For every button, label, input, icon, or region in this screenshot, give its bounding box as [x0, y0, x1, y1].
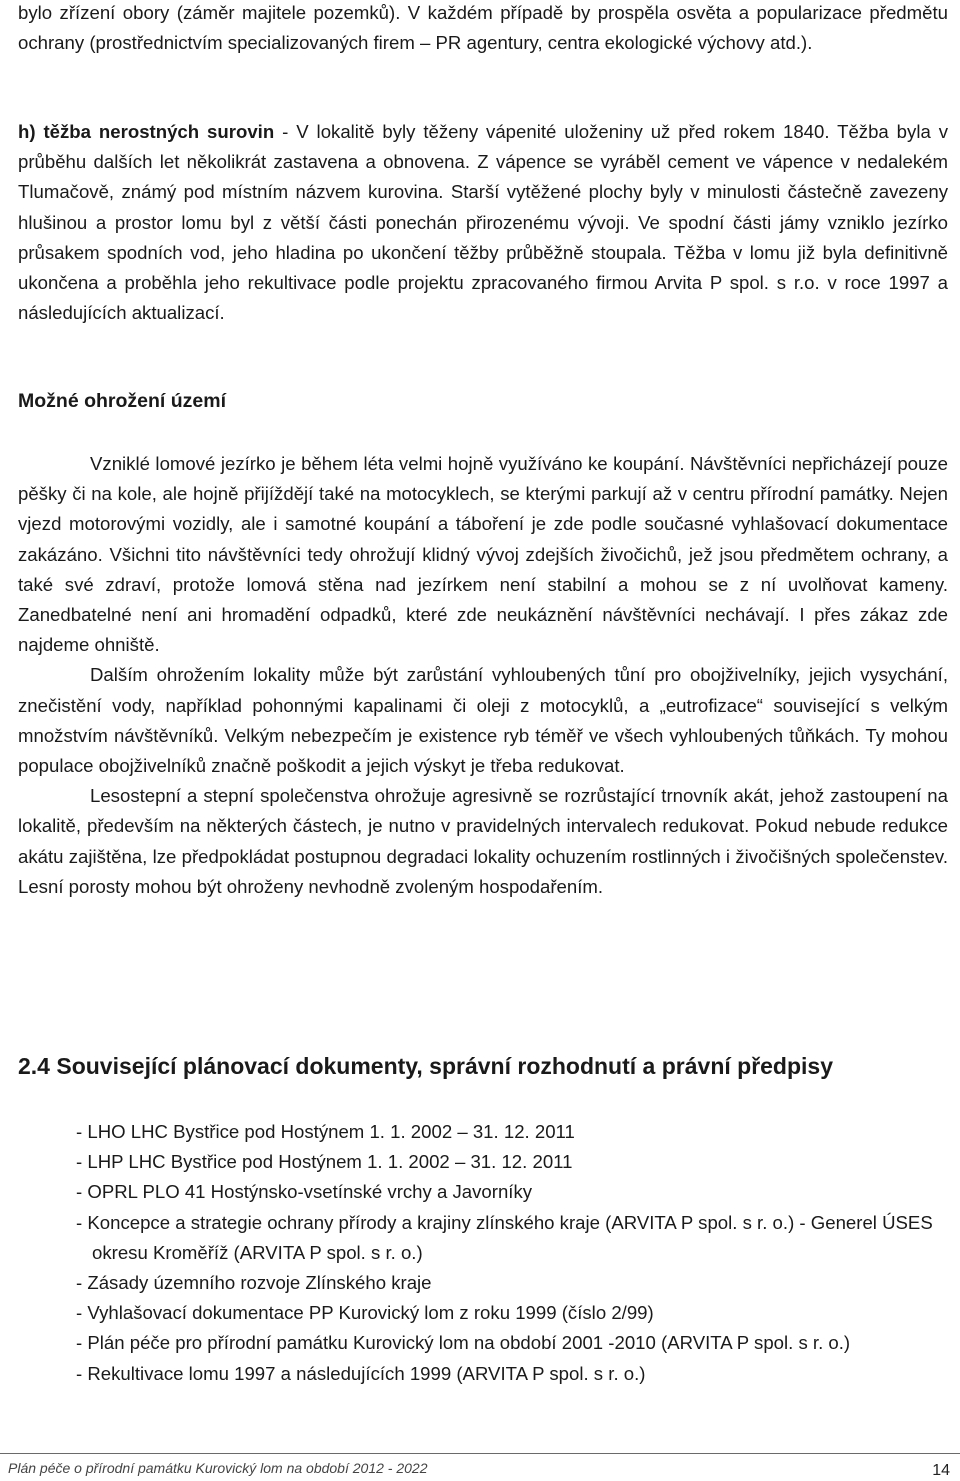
footer-divider [0, 1453, 960, 1454]
threats-heading: Možné ohrožení území [18, 390, 227, 412]
list-item: - LHO LHC Bystřice pod Hostýnem 1. 1. 2002 – 31. 12. 2011 [76, 1121, 575, 1142]
section-h-lead: h) těžba nerostných surovin [18, 121, 275, 142]
threats-paragraph-1: Vzniklé lomové jezírko je během léta velmi hojně využíváno ke koupání. Návštěvníci nepřicházejí pouze pěšky či na kole, ale hojně přijíždějí také na motocyklech, se kterými parkují až v centru přírodní památky. Nejen vjezd motorovými vozidly, ale i samotné koupání a táboření je zde podle současné vyhlašovací dokumentace zakázáno. Všichni tito návštěvníci tedy ohrožují klidný vývoj zdejších živočichů, jež jsou předmětem ochrany, a také své zdraví, protože lomová stěna nad jezírkem není stabilní a mohou se z ní uvolňovat kameny. Zanedbatelné není ani hromadění odpadků, které zde neukáznění návštěvníci nechávají. I přes zákaz zde najdeme ohniště. [18, 453, 948, 656]
section-2-4-heading: 2.4 Související plánovací dokumenty, správní rozhodnutí a právní předpisy [18, 1053, 834, 1079]
threats-body [18, 449, 948, 902]
footer-title: Plán péče o přírodní památku Kurovický lom na období 2012 - 2022 [8, 1460, 428, 1476]
threats-paragraph-3: Lesostepní a stepní společenstva ohrožuje agresivně se rozrůstající trnovník akát, jehož zastoupení na lokalitě, především na některých částech, je nutno v pravidelných intervalech redukovat. Pokud nebude redukce akátu zajištěna, lze předpokládat postupnou degradaci lokality ochuzením rostlinných i živočišných společenstev. Lesní porosty mohou být ohroženy nevhodně zvoleným hospodařením. [18, 785, 948, 897]
page-number: 14 [932, 1462, 950, 1479]
list-item: - OPRL PLO 41 Hostýnsko-vsetínské vrchy a Javorníky [76, 1181, 533, 1203]
related-documents-list [18, 1117, 948, 1389]
section-h-paragraph [18, 117, 948, 328]
intro-paragraph: bylo zřízení obory (záměr majitele pozemků). V každém případě by prospěla osvěta a popularizace předmětu ochrany (prostřednictvím specializovaných firem – PR agentury, centra ekologické výchovy atd.). [18, 2, 948, 54]
list-item: - Plán péče pro přírodní památku Kurovický lom na období 2001 -2010 (ARVITA P spol. s r. o.) [76, 1332, 851, 1354]
list-item: - LHP LHC Bystřice pod Hostýnem 1. 1. 2002 – 31. 12. 2011 [76, 1151, 573, 1173]
threats-paragraph-2: Dalším ohrožením lokality může být zarůstání vyhloubených tůní pro obojživelníky, jejich vysychání, znečistění vody, například pohonnými kapalinami či oleji z motocyklů, a „eutrofizace“ související s velkým množstvím návštěvníků. Velkým nebezpečím je existence ryb téměř ve všech vyhloubených tůňkách. Ty mohou populace obojživelníků značně poškodit a jejich výskyt je třeba redukovat. [18, 664, 948, 777]
list-item: - Vyhlašovací dokumentace PP Kurovický lom z roku 1999 (číslo 2/99) [76, 1302, 654, 1324]
list-item: - Zásady územního rozvoje Zlínského kraje [76, 1272, 432, 1294]
list-item: - Rekultivace lomu 1997 a následujících 1999 (ARVITA P spol. s r. o.) [76, 1362, 646, 1384]
list-item: - Koncepce a strategie ochrany přírody a krajiny zlínského kraje (ARVITA P spol. s r. o.) - Generel ÚSES okresu Kroměříž (ARVITA P spol. s r. o.) [76, 1211, 933, 1263]
section-h-body: - V lokalitě byly těženy vápenité uloženiny už před rokem 1840. Těžba byla v průběhu dalších let několikrát zastavena a obnovena. Z vápence se vyráběl cement ve vápence v nedalekém Tlumačově, známý pod místním názvem kurovina. Starší vytěžené plochy byly v minulosti částečně zavezeny hlušinou a prostor lomu byl z větší části ponechán přirozenému vývoji. Ve spodní části jámy vzniklo jezírko průsakem spodních vod, jeho hladina po ukončení těžby průběžně stoupala. Těžba v lomu již byla definitivně ukončena a proběhla jeho rekultivace podle projektu zpracovaného firmou Arvita P spol. s r.o. v roce 1997 a následujících aktualizací. [18, 121, 948, 324]
